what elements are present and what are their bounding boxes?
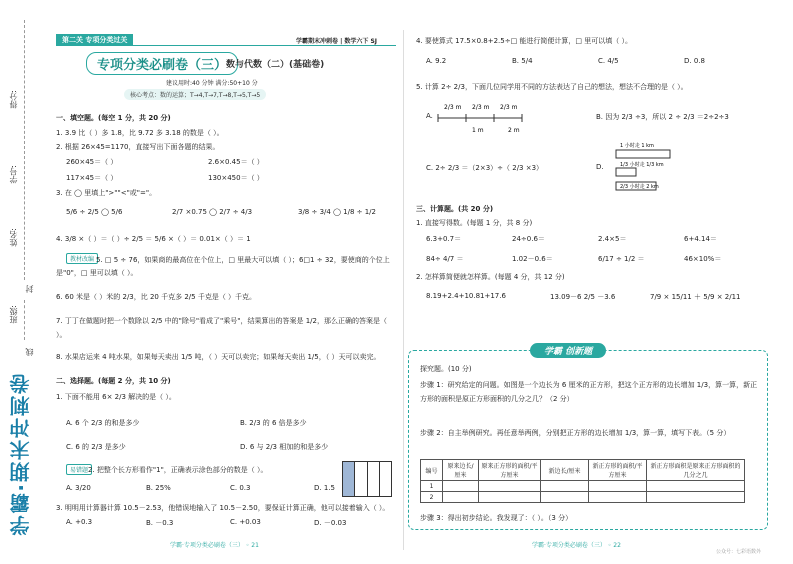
step-2: 步骤 2：自主举例研究。再任意举两例，分别把正方形的边长增加 1/3，算一算，填写下表。（5 分） bbox=[420, 429, 731, 437]
question-1: 1. 3.9 比（ ）多 1.8，比 9.72 多 3.18 的数是（ ）。 bbox=[56, 129, 224, 137]
c1-option-a[interactable]: A. 6 个 2/3 的和是多少 bbox=[66, 419, 140, 427]
page-title: 专项分类必刷卷（三） bbox=[86, 52, 238, 75]
choice-3: 3. 明明用计算器计算 10.5－2.53，他错误地输入了 10.5－2.50，要保证计算正确，他可以接着输入（ ）。 bbox=[56, 504, 390, 512]
calc-item: 46×10%＝ bbox=[684, 255, 722, 263]
c4-option-d[interactable]: D. 0.8 bbox=[684, 57, 705, 65]
right-page-footer: 学霸·专项分类必刷卷（三） ◦ 22 bbox=[532, 542, 621, 549]
table-header-cell: 新正方形的面积/平方厘米 bbox=[589, 460, 647, 481]
table-cell[interactable] bbox=[541, 492, 589, 503]
page-subtitle: 数与代数（二）(基础卷) bbox=[226, 60, 325, 70]
fig-a-label: 2/3 m bbox=[444, 104, 462, 111]
c1-option-c[interactable]: C. 6 的 2/3 是多少 bbox=[66, 443, 126, 451]
table-cell[interactable] bbox=[443, 492, 479, 503]
c3-option-c[interactable]: C. +0.03 bbox=[230, 518, 261, 526]
table-row bbox=[421, 481, 745, 492]
table-header-cell: 原来边长/厘米 bbox=[443, 460, 479, 481]
left-page-footer: 学霸·专项分类必刷卷（三） ◦ 21 bbox=[170, 542, 259, 549]
table-header-cell: 新边长/厘米 bbox=[541, 460, 589, 481]
question-4: 4. 3/8 ×（ ）＝（ ）÷ 2/5 ＝ 5/6 ×（ ）＝ 0.01×（ ）＝ 1 bbox=[56, 235, 251, 243]
c5-option-c[interactable]: C. 2÷ 2/3 ＝（2×3）÷（ 2/3 ×3） bbox=[426, 164, 544, 172]
c2-option-b[interactable]: B. 25% bbox=[146, 484, 171, 492]
calc-1: 1. 直接写得数。(每题 1 分，共 8 分) bbox=[416, 219, 533, 227]
distance-time-figure bbox=[606, 140, 676, 194]
q2-item: 130×450＝（ ） bbox=[208, 174, 264, 182]
table-cell[interactable] bbox=[647, 481, 745, 492]
calc-item: 6/17 ÷ 1/2 ＝ bbox=[598, 255, 645, 263]
svg-text:1 小时走 1 km: 1 小时走 1 km bbox=[620, 143, 654, 149]
c3-option-b[interactable]: B. －0.3 bbox=[146, 519, 174, 527]
section-fill-in: 一、填空题。(每空 1 分，共 20 分) bbox=[56, 114, 171, 122]
fig-a-label: 2/3 m bbox=[472, 104, 490, 111]
c3-option-d[interactable]: D. －0.03 bbox=[314, 519, 347, 527]
table-cell[interactable] bbox=[443, 481, 479, 492]
c3-option-a[interactable]: A. +0.3 bbox=[66, 518, 93, 526]
table-header-cell: 编号 bbox=[421, 460, 443, 481]
choice-1: 1. 下面不能用 6× 2/3 解决的是（ ）。 bbox=[56, 393, 176, 401]
calc-item: 84÷ 4/7 ＝ bbox=[426, 255, 464, 263]
choice-4: 4. 要使算式 17.5×0.8+2.5÷□ 能进行简便计算，□ 里可以填（ ）。 bbox=[416, 37, 632, 45]
table-cell[interactable] bbox=[589, 481, 647, 492]
shaded-rectangle-figure bbox=[342, 461, 392, 497]
brand-logo: 学霸·期末冲刺卷 bbox=[9, 372, 33, 536]
c4-option-a[interactable]: A. 9.2 bbox=[426, 57, 447, 65]
c1-option-b[interactable]: B. 2/3 的 6 倍是多少 bbox=[240, 419, 307, 427]
c5-option-b[interactable]: B. 因为 2/3 ÷3，所以 2 ÷ 2/3 ＝2÷2÷3 bbox=[596, 113, 729, 121]
watermark: 公众号：七彩语数外 bbox=[716, 549, 762, 555]
calc-item: 6.3+0.7＝ bbox=[426, 235, 462, 243]
table-cell[interactable] bbox=[541, 481, 589, 492]
section-calc: 三、计算题。(共 20 分) bbox=[416, 205, 494, 213]
calc-item: 1.02－0.6＝ bbox=[512, 255, 553, 263]
q3-item: 5/6 ÷ 2/5 ◯ 5/6 bbox=[66, 208, 123, 216]
number-line-figure bbox=[436, 100, 526, 136]
choice-5: 5. 计算 2÷ 2/3，下面几位同学用不同的方法表达了自己的想法，想法不合理的是（ ）。 bbox=[416, 83, 688, 91]
name-label: 姓名: bbox=[9, 228, 18, 247]
fig-a-label: 2/3 m bbox=[500, 104, 518, 111]
seal-label: 封 bbox=[25, 285, 34, 293]
c1-option-d[interactable]: D. 6 与 2/3 相加的和是多少 bbox=[240, 443, 329, 451]
step-3: 步骤 3：得出初步结论。我发现了：（ ）。（3 分） bbox=[420, 514, 573, 522]
calc-item: 6+4.14＝ bbox=[684, 235, 717, 243]
score-label: 得分: bbox=[9, 90, 18, 109]
c4-option-c[interactable]: C. 4/5 bbox=[598, 57, 619, 65]
svg-text:2/3 小时走 2 km: 2/3 小时走 2 km bbox=[620, 184, 659, 190]
table-header-row bbox=[421, 460, 745, 481]
c4-option-b[interactable]: B. 5/4 bbox=[512, 57, 533, 65]
calc2-item: 8.19+2.4+10.81+17.6 bbox=[426, 292, 506, 300]
line-label: 线 bbox=[25, 348, 34, 356]
q3-item: 3/8 ÷ 3/4 ◯ 1/8 ÷ 1/2 bbox=[298, 208, 376, 216]
question-6: 6. 60 米是（ ）米的 2/3，比 20 千克多 2/5 千克是（ ）千克。 bbox=[56, 293, 257, 301]
c5-option-d[interactable]: D. bbox=[596, 163, 604, 171]
section-choice: 二、选择题。(每题 2 分，共 10 分) bbox=[56, 377, 171, 385]
calc-item: 2.4×5＝ bbox=[598, 235, 627, 243]
section-tag: 第二关 专项分类过关 bbox=[56, 34, 133, 46]
question-8: 8. 水果店运来 4 吨水果，如果每天卖出 1/5 吨，（ ）天可以卖完；如果每天卖出 1/5，（ ）天可以卖完。 bbox=[56, 353, 381, 361]
binding-sidebar bbox=[0, 0, 48, 564]
fig-a-label: 2 m bbox=[508, 127, 520, 134]
row-number: 1 bbox=[421, 481, 443, 492]
q2-item: 117×45＝（ ） bbox=[66, 174, 118, 182]
table-cell[interactable] bbox=[479, 492, 541, 503]
error-prone-tag: 易错题 bbox=[66, 464, 92, 475]
q2-item: 260×45＝（ ） bbox=[66, 158, 118, 166]
innovation-title: 学霸 创新题 bbox=[530, 343, 606, 358]
c5-option-a[interactable]: A. bbox=[426, 112, 433, 120]
question-3: 3. 在 ◯ 里填上">""<"或"="。 bbox=[56, 189, 157, 197]
table-header-cell: 新正方形面积是原来正方形面积的几分之几 bbox=[647, 460, 745, 481]
calc-2: 2. 怎样算简便就怎样算。(每题 4 分，共 12 分) bbox=[416, 273, 565, 281]
table-cell[interactable] bbox=[589, 492, 647, 503]
cut-line-mid bbox=[24, 300, 25, 340]
calc2-item: 7/9 × 15/11 ＋ 5/9 × 2/11 bbox=[650, 293, 741, 301]
innovation-box bbox=[408, 350, 768, 530]
student-id-label: 学号: bbox=[9, 165, 18, 184]
svg-text:1/3 小时走 1/3 km: 1/3 小时走 1/3 km bbox=[620, 162, 664, 168]
textbook-tag: 教材改编 bbox=[66, 253, 98, 264]
calc-item: 24÷0.6＝ bbox=[512, 235, 545, 243]
series-title: 学霸期末冲刺卷 | 数学六下 SJ bbox=[296, 38, 378, 45]
header-rule bbox=[56, 45, 396, 46]
step-1: 步骤 1：研究给定的问题。如图是一个边长为 6 厘米的正方形，把这个正方形的边长增加 1/3，算一算，新正方形的面积是原正方形面积的几分之几？（2 分） bbox=[420, 381, 758, 403]
choice-2: 2. 把整个长方形看作"1"，正确表示涂色部分的数是（ ）。 bbox=[88, 466, 268, 474]
cut-line-top bbox=[24, 20, 25, 280]
time-meta: 建议用时:40 分钟 满分:50+10 分 bbox=[166, 80, 258, 87]
table-cell[interactable] bbox=[647, 492, 745, 503]
q3-item: 2/7 ×0.75 ◯ 2/7 ÷ 4/3 bbox=[172, 208, 253, 216]
question-2: 2. 根据 26×45=1170，直接写出下面各题的结果。 bbox=[56, 143, 220, 151]
question-7: 7. 丁丁在做题时把一个数除以 2/5 中的"除号"看成了"乘号"，结果算出的答案是 1/2，那么正确的答案是（ ）。 bbox=[56, 317, 387, 339]
q2-item: 2.6×0.45＝（ ） bbox=[208, 158, 264, 166]
explore-heading: 探究题。(10 分) bbox=[420, 365, 472, 373]
row-number: 2 bbox=[421, 492, 443, 503]
question-5: 5. □ 5 ÷ 76，如果商的最高位在个位上，□ 里最大可以填（ ）；6□1 ÷ 32，要使商的个位上是"0"，□ 里可以填（ ）。 bbox=[56, 256, 390, 277]
c2-option-c[interactable]: C. 0.3 bbox=[230, 484, 251, 492]
fig-a-label: 1 m bbox=[472, 127, 484, 134]
c2-option-d[interactable]: D. 1.5 bbox=[314, 484, 335, 492]
table-header-cell: 原来正方形的面积/平方厘米 bbox=[479, 460, 541, 481]
explore-table bbox=[420, 459, 745, 503]
table-cell[interactable] bbox=[479, 481, 541, 492]
class-label: 班级: bbox=[9, 305, 18, 324]
calc2-item: 13.09－6 2/5 －3.6 bbox=[550, 293, 616, 301]
table-row bbox=[421, 492, 745, 503]
page-divider bbox=[403, 30, 404, 550]
core-points: 核心考点：数的运算；T→4,T→7,T→8,T→5,T→5 bbox=[124, 89, 266, 100]
c2-option-a[interactable]: A. 3/20 bbox=[66, 484, 91, 492]
